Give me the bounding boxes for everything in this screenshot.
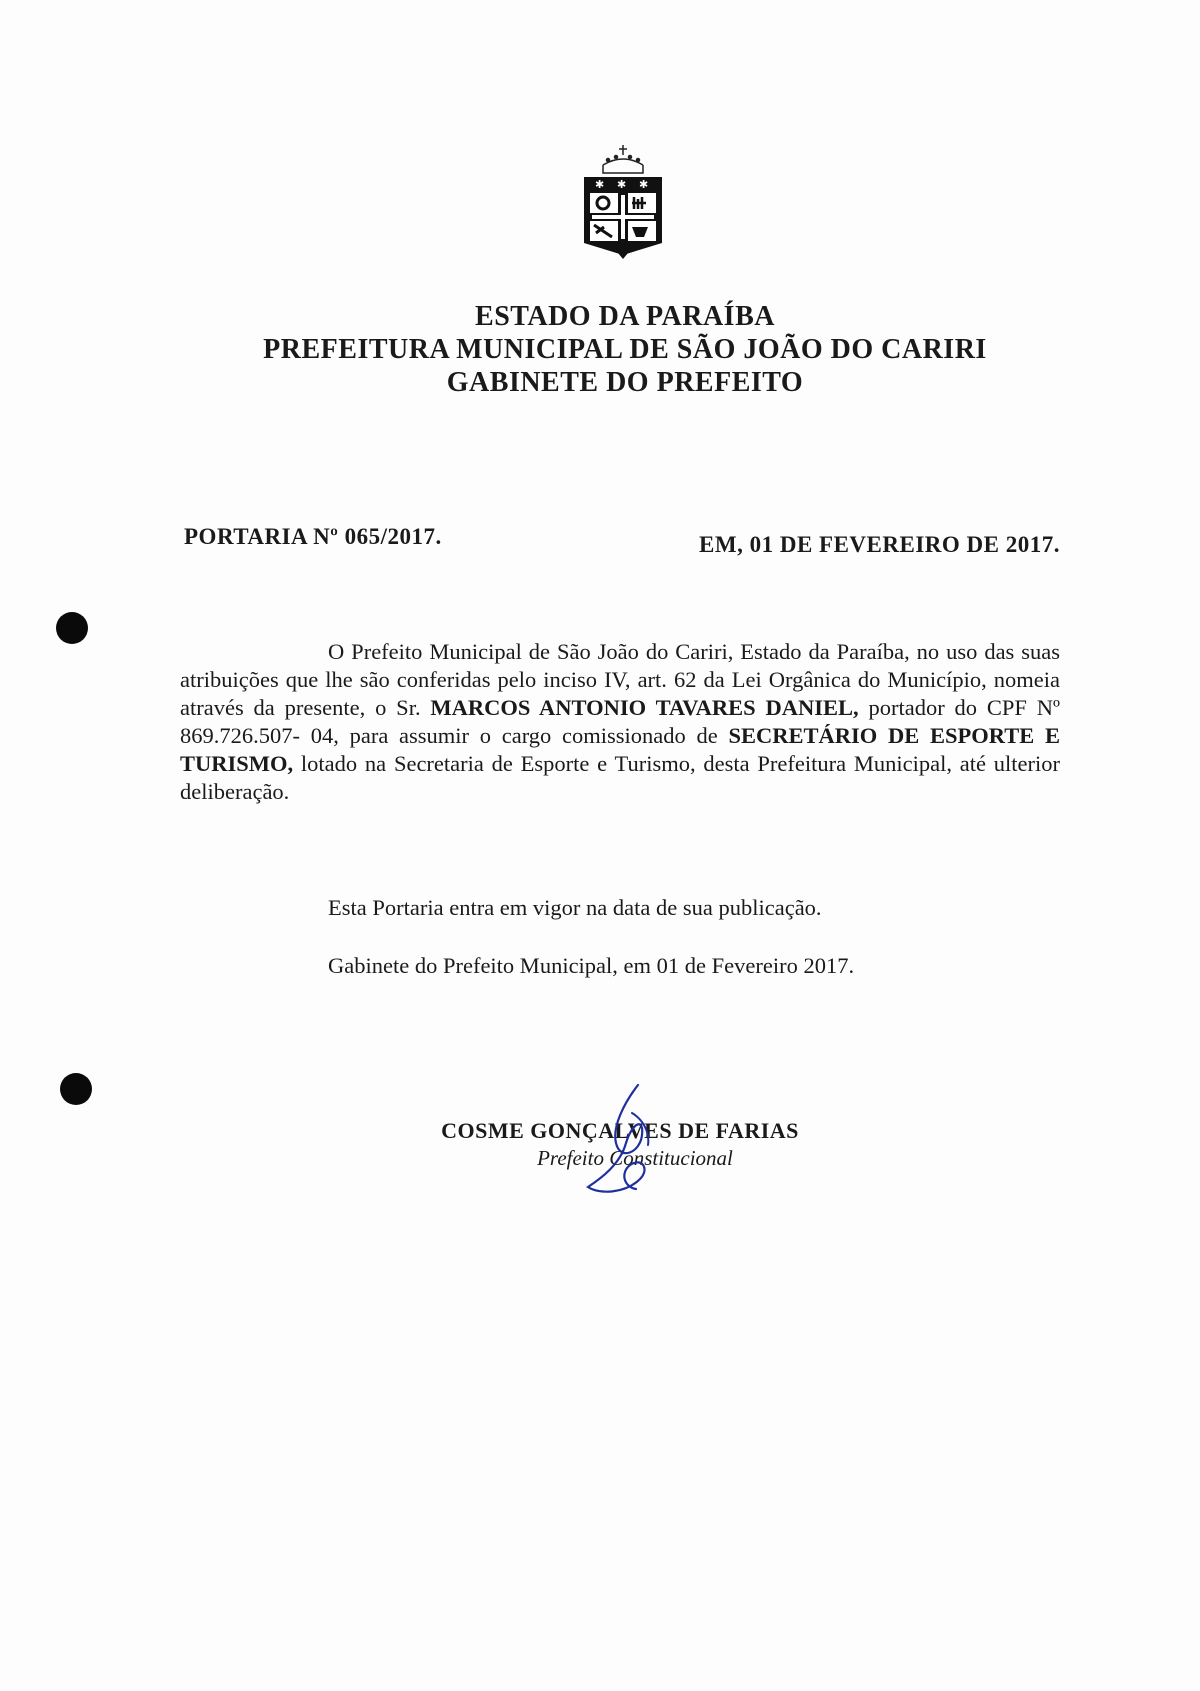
body-cpf: portador do CPF Nº 869.726.507- 04, para assumir o cargo comissionado de: [180, 695, 1061, 748]
punch-hole-top: [56, 612, 88, 644]
svg-text:✱: ✱: [595, 178, 605, 191]
body-closing: lotado na Secretaria de Esporte e Turismo, desta Prefeitura Municipal, até ulterior deliberação.: [180, 751, 1060, 804]
body-paragraph: [180, 638, 1060, 806]
portaria-date: EM, 01 DE FEVEREIRO DE 2017.: [699, 532, 1060, 557]
coat-of-arms-icon: [578, 143, 668, 261]
svg-text:✱: ✱: [617, 178, 627, 191]
appointee-name: MARCOS ANTONIO TAVARES DANIEL,: [430, 695, 859, 720]
portaria-number: PORTARIA Nº 065/2017.: [184, 524, 442, 549]
header-state: ESTADO DA PARAÍBA: [475, 301, 775, 332]
body-intro: O Prefeito Municipal de São João do Cariri, Estado da Paraíba, no uso das suas atribuições que lhe são conferidas pelo inciso IV, art. 62 da Lei Orgânica do Município, nomeia através da presente, o Sr.: [180, 639, 1060, 720]
svg-text:✱: ✱: [639, 178, 649, 191]
header-office: GABINETE DO PREFEITO: [446, 367, 804, 398]
punch-hole-bottom: [60, 1073, 92, 1105]
handwritten-signature: [580, 1083, 680, 1198]
place-and-date: Gabinete do Prefeito Municipal, em 01 de Fevereiro 2017.: [328, 953, 855, 978]
effective-statement: Esta Portaria entra em vigor na data de sua publicação.: [328, 895, 822, 920]
document-header: [0, 300, 1200, 399]
appointed-position: SECRETÁRIO DE ESPORTE E TURISMO,: [180, 723, 1060, 776]
signer-name: COSME GONÇALVES DE FARIAS: [441, 1118, 799, 1143]
header-municipality: PREFEITURA MUNICIPAL DE SÃO JOÃO DO CARIRI: [263, 334, 987, 365]
signer-role: Prefeito Constitucional: [537, 1146, 733, 1170]
